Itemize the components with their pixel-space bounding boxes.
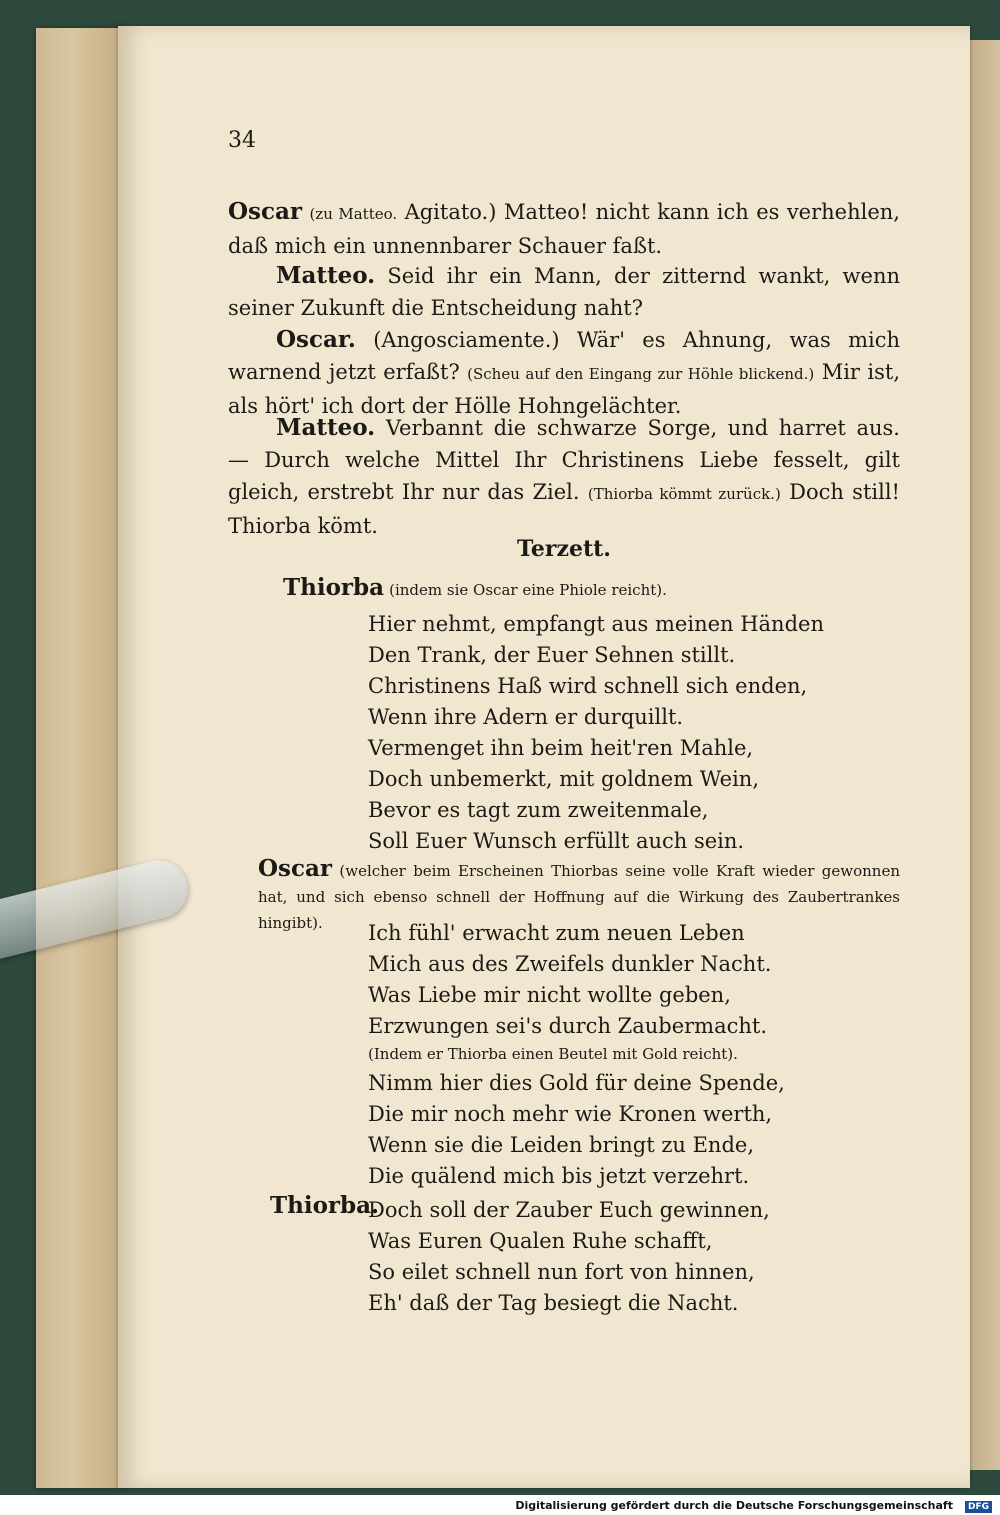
verse-line: Doch soll der Zauber Euch gewinnen, [368, 1198, 770, 1222]
paragraph-matteo-2 [228, 412, 900, 542]
dialogue-text: Mir ist, als hört' ich dort der Hölle Hohngelächter. [228, 360, 900, 418]
verse-line: Was Liebe mir nicht wollte geben, [368, 983, 731, 1007]
stage-direction: (welcher beim Erscheinen Thiorbas seine volle Kraft wieder gewonnen hat, und sich ebenso schnell der Hoffnung auf die Wirkung des Zaubertrankes hingibt). [258, 862, 900, 932]
tempo-marking: Agitato.) [404, 200, 497, 224]
speaker-name: Oscar [258, 855, 333, 882]
dialogue-text: Verbannt die schwarze Sorge, und harret aus. — Durch welche Mittel Ihr Christinens Liebe fesselt, gilt gleich, erstrebt Ihr nur das Ziel. [228, 416, 900, 504]
verse-line: So eilet schnell nun fort von hinnen, [368, 1260, 755, 1284]
verse-line: Die quälend mich bis jetzt verzehrt. [368, 1164, 750, 1188]
stage-direction: (Thiorba kömmt zurück.) [587, 485, 781, 503]
verse-line: Nimm hier dies Gold für deine Spende, [368, 1071, 785, 1095]
stage-direction: (indem sie Oscar eine Phiole reicht). [389, 581, 667, 599]
verse-thiorba-2 [368, 1195, 888, 1319]
dialogue-text: Wär' es Ahnung, was mich warnend jetzt erfaßt? [228, 328, 900, 384]
paragraph-matteo-1 [228, 260, 900, 324]
verse-oscar-1 [368, 918, 888, 1042]
speaker-name: Oscar. [276, 326, 356, 353]
verse-line: Wenn sie die Leiden bringt zu Ende, [368, 1133, 754, 1157]
stage-direction: (Indem er Thiorba einen Beutel mit Gold reicht). [368, 1045, 738, 1063]
speaker-name: Matteo. [276, 414, 376, 441]
dialogue-text: Doch still! Thiorba kömt. [228, 480, 900, 538]
stage-direction: (Scheu auf den Eingang zur Höhle blickend.) [467, 365, 815, 383]
page-number: 34 [228, 128, 256, 153]
verse-line: Mich aus des Zweifels dunkler Nacht. [368, 952, 772, 976]
dfg-logo: DFG [965, 1501, 992, 1513]
stage-direction: (zu Matteo. [309, 205, 398, 223]
speaker-name: Oscar [228, 198, 303, 225]
footer-credit: Digitalisierung gefördert durch die Deutsche Forschungsgemeinschaft [515, 1499, 953, 1512]
speaker-name: Matteo. [276, 262, 376, 289]
paragraph-oscar-1 [228, 196, 900, 262]
verse-line: Soll Euer Wunsch erfüllt auch sein. [368, 829, 745, 853]
speaker-name: Thiorba. [270, 1192, 380, 1219]
verse-line: Eh' daß der Tag besiegt die Nacht. [368, 1291, 739, 1315]
verse-line: Den Trank, der Euer Sehnen stillt. [368, 643, 736, 667]
verse-line: Wenn ihre Adern er durquillt. [368, 705, 684, 729]
verse-line: Die mir noch mehr wie Kronen werth, [368, 1102, 773, 1126]
tempo-marking: (Angosciamente.) [373, 328, 560, 352]
verse-line: Was Euren Qualen Ruhe schafft, [368, 1229, 713, 1253]
verse-line: Doch unbemerkt, mit goldnem Wein, [368, 767, 760, 791]
speaker-name: Thiorba [283, 574, 385, 601]
dialogue-text: Matteo! nicht kann ich es verhehlen, daß mich ein unnennbarer Schauer faßt. [228, 200, 900, 258]
paragraph-oscar-2 [228, 324, 900, 422]
verse-line: Bevor es tagt zum zweitenmale, [368, 798, 709, 822]
book-page-stack [36, 28, 126, 1488]
thiorba-cue [283, 574, 667, 601]
footer-bar [0, 1495, 1000, 1515]
verse-line: Hier nehmt, empfangt aus meinen Händen [368, 612, 824, 636]
thiorba-cue-2 [270, 1192, 379, 1219]
verse-oscar-2 [368, 1068, 888, 1192]
verse-thiorba-1 [368, 609, 888, 857]
section-heading: Terzett. [517, 536, 611, 562]
verse-line: Christinens Haß wird schnell sich enden, [368, 674, 808, 698]
verse-line: Ich fühl' erwacht zum neuen Leben [368, 921, 745, 945]
dialogue-text: Seid ihr ein Mann, der zitternd wankt, wenn seiner Zukunft die Entscheidung naht? [228, 264, 900, 320]
verse-line: Vermenget ihn beim heit'ren Mahle, [368, 736, 754, 760]
verse-line: Erzwungen sei's durch Zaubermacht. [368, 1014, 768, 1038]
